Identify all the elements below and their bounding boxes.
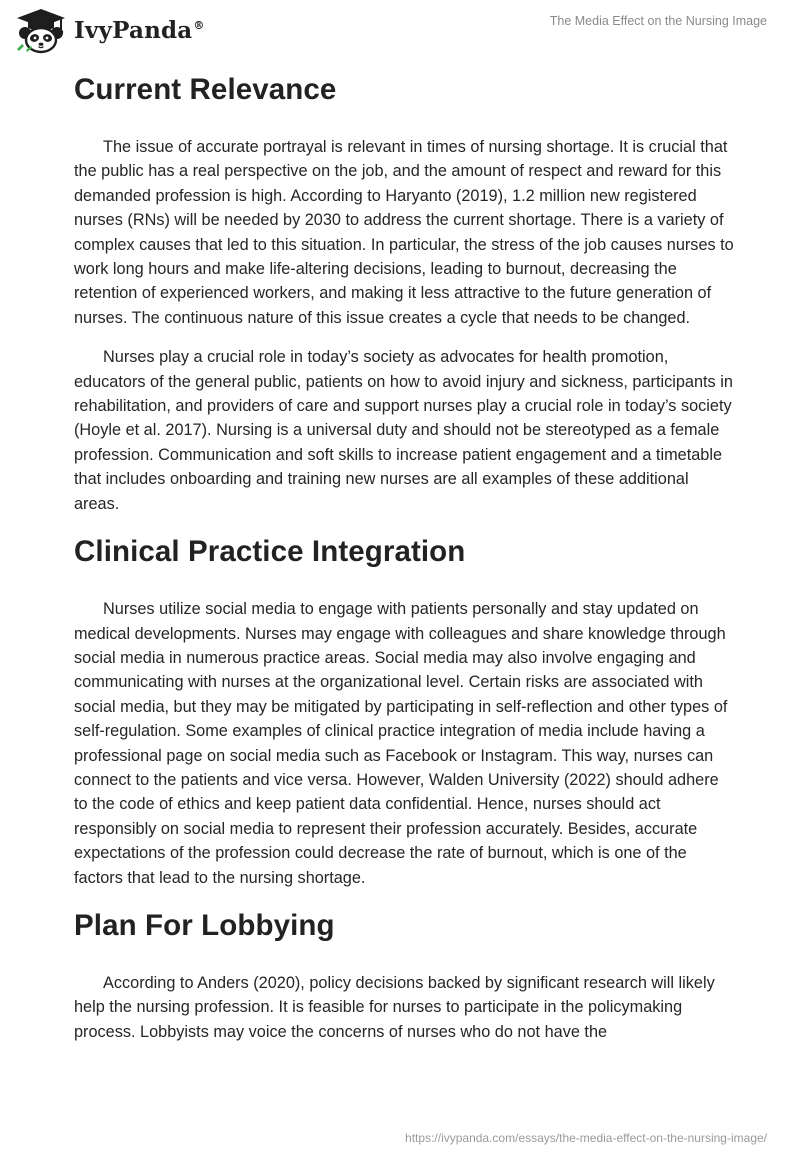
logo-wordmark: IvyPanda xyxy=(74,16,193,44)
paragraph: Nurses utilize social media to engage with patients personally and stay updated on medical developments. Nurses may engage with colleagues and share knowledge through social media in numerous practice areas. Social media may also involve engaging and communicating with nurses at the organizational level. Certain risks are associated with social media, but they may be mitigated by participating in self-reflection and other types of self-regulation. Some examples of clinical practice integration of media include having a professional page on social media such as Facebook or Instagram. This way, nurses can connect to the patients and vice versa. However, Walden University (2022) should adhere to the code of ethics and keep patient data confidential. Hence, nurses should act responsibly on social media to represent their profession accurately. Besides, accurate expectations of the profession could decrease the rate of burnout, which is one of the factors that lead to the nursing shortage. xyxy=(74,600,728,887)
section-current-relevance xyxy=(74,68,734,516)
logo-text xyxy=(74,17,205,44)
page-header xyxy=(0,0,800,60)
section-clinical-practice-integration xyxy=(74,530,734,890)
panda-graduate-logo-icon xyxy=(14,8,68,54)
section-heading: Clinical Practice Integration xyxy=(74,535,466,569)
essay-body xyxy=(74,68,734,1044)
section-plan-for-lobbying xyxy=(74,904,734,1044)
document-title: The Media Effect on the Nursing Image xyxy=(549,14,767,28)
registered-mark: ® xyxy=(193,18,205,32)
section-heading: Plan For Lobbying xyxy=(74,908,335,942)
paragraph: The issue of accurate portrayal is relevant in times of nursing shortage. It is crucial that the public has a real perspective on the job, and the amount of respect and reward for this demanded profession is high. According to Haryanto (2019), 1.2 million new registered nurses (RNs) will be needed by 2030 to address the current shortage. There is a variety of complex causes that led to this situation. In particular, the stress of the job causes nurses to work long hours and make life-altering decisions, leading to burnout, decreasing the retention of experienced workers, and making it less attractive to the future generation of nurses. The continuous nature of this issue creates a cycle that needs to be changed. xyxy=(74,138,734,327)
logo[interactable] xyxy=(14,8,205,54)
paragraph: According to Anders (2020), policy decisions backed by significant research will likely help the nursing profession. It is feasible for nurses to participate in the policymaking process. Lobbyists may voice the concerns of nurses who do not have the xyxy=(74,973,715,1041)
source-url[interactable]: https://ivypanda.com/essays/the-media-effect-on-the-nursing-image/ xyxy=(405,1131,767,1145)
paragraph: Nurses play a crucial role in today’s society as advocates for health promotion, educators of the general public, patients on how to avoid injury and sickness, participants in rehabilitation, and providers of care and support nurses play a crucial role in today’s society (Hoyle et al. 2017). Nursing is a universal duty and should not be stereotyped as a female profession. Communication and soft skills to increase patient engagement and a timetable that includes onboarding and training new nurses are all examples of these additional areas. xyxy=(74,348,733,513)
section-heading: Current Relevance xyxy=(74,73,337,106)
